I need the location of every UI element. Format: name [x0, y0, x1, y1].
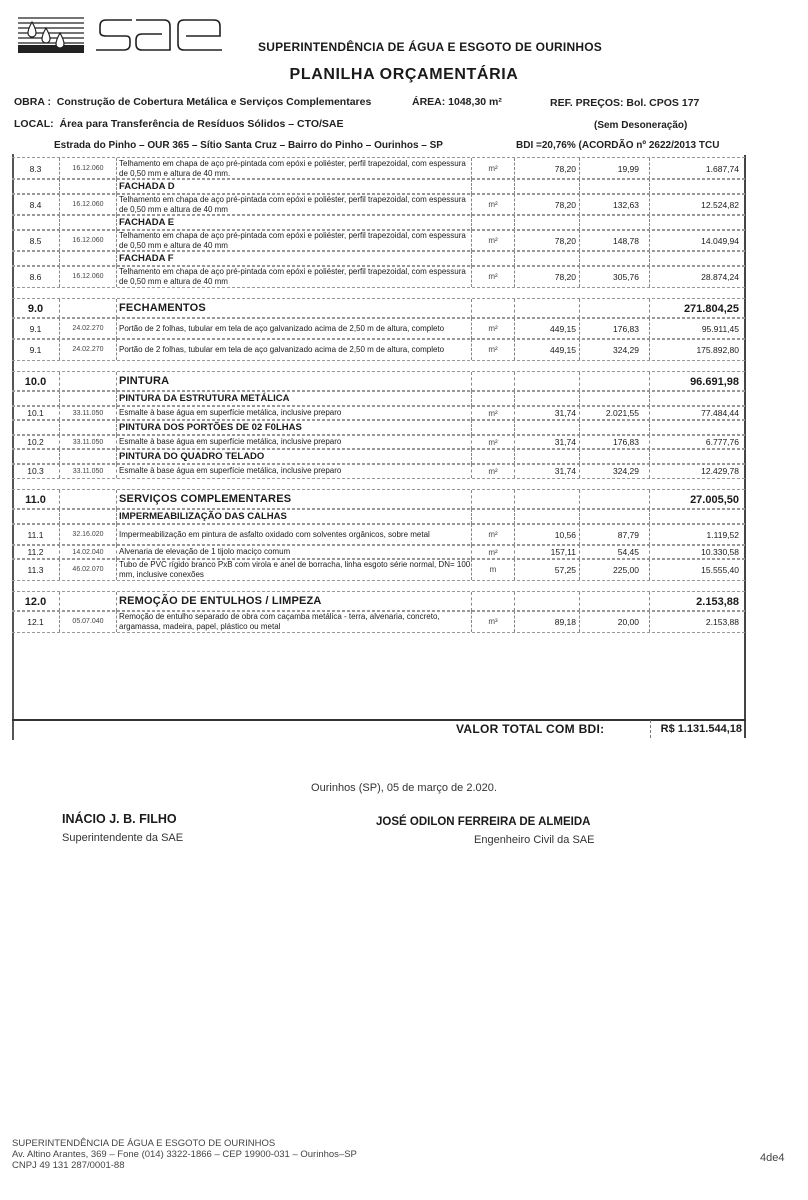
- item-unit-price: 305,76: [580, 266, 650, 287]
- item-description: PINTURA DOS PORTÕES DE 02 F0LHAS: [117, 420, 472, 435]
- item-number: [12, 179, 60, 194]
- item-quantity: 78,20: [515, 266, 580, 287]
- item-code: 16.12.060: [60, 158, 117, 179]
- item-quantity: 449,15: [515, 318, 580, 339]
- item-code: 33.11.050: [60, 435, 117, 449]
- page-title: PLANILHA ORÇAMENTÁRIA: [289, 66, 519, 83]
- item-total: 1.687,74: [705, 163, 739, 174]
- item-quantity: [515, 509, 580, 524]
- item-number: 10.3: [12, 464, 60, 478]
- item-description: Impermeabilização em pintura de asfalto oxidado com solventes orgânicos, sobre metal: [117, 524, 472, 545]
- item-description: Esmalte à base água em superfície metálica, inclusive preparo: [117, 435, 472, 449]
- item-number: 8.4: [12, 194, 60, 215]
- item-code: [60, 179, 117, 194]
- item-unit-price: [580, 509, 650, 524]
- item-unit-price: 225,00: [580, 559, 650, 580]
- total-value: R$ 1.131.544,18: [660, 723, 742, 735]
- obra-value: Construção de Cobertura Metálica e Serviços Complementares: [56, 96, 372, 108]
- item-unit: [472, 509, 515, 524]
- total-divider: [12, 719, 746, 721]
- item-unit: m²: [472, 545, 515, 559]
- item-total: [650, 420, 745, 435]
- item-quantity: 157,11: [515, 545, 580, 559]
- item-description: PINTURA DO QUADRO TELADO: [117, 449, 472, 464]
- item-quantity: 31,74: [515, 464, 580, 478]
- item-unit: [472, 420, 515, 435]
- item-unit-price: 87,79: [580, 524, 650, 545]
- item-unit: m²: [472, 158, 515, 179]
- item-unit: [472, 179, 515, 194]
- estrada-address: Estrada do Pinho – OUR 365 – Sítio Santa Cruz – Bairro do Pinho – Ourinhos – SP: [54, 140, 443, 151]
- item-unit: [472, 251, 515, 266]
- table-row: [12, 338, 745, 361]
- item-code: 05.07.040: [60, 611, 117, 632]
- item-unit: m²: [472, 464, 515, 478]
- obra-label: OBRA :: [14, 96, 51, 108]
- item-quantity: 78,20: [515, 230, 580, 251]
- item-quantity: 78,20: [515, 194, 580, 215]
- item-number: 8.6: [12, 266, 60, 287]
- item-code: [60, 299, 117, 318]
- item-unit-price: 2.021,55: [580, 406, 650, 420]
- item-total: 15.555,40: [701, 564, 739, 575]
- item-number: [12, 509, 60, 524]
- total-label: VALOR TOTAL COM BDI:: [456, 722, 605, 736]
- item-code: 24.02.270: [60, 318, 117, 339]
- item-total: [650, 449, 745, 464]
- table-row: [12, 523, 745, 546]
- item-quantity: [515, 490, 580, 509]
- local-value: Área para Transferência de Resíduos Sólidos – CTO/SAE: [59, 118, 344, 130]
- item-unit-price: [580, 251, 650, 266]
- item-quantity: [515, 179, 580, 194]
- item-quantity: [515, 215, 580, 230]
- item-unit-price: [580, 420, 650, 435]
- item-number: [12, 391, 60, 406]
- item-quantity: 31,74: [515, 435, 580, 449]
- item-unit-price: [580, 592, 650, 611]
- item-total: 2.153,88: [705, 616, 739, 627]
- item-number: 11.0: [12, 490, 60, 509]
- item-description: FACHADA F: [117, 251, 472, 266]
- item-number: 12.0: [12, 592, 60, 611]
- desoneracao-note: (Sem Desoneração): [594, 120, 688, 131]
- item-number: 11.1: [12, 524, 60, 545]
- item-code: [60, 251, 117, 266]
- item-code: [60, 215, 117, 230]
- item-unit: m²: [472, 339, 515, 360]
- item-code: 32.16.020: [60, 524, 117, 545]
- item-unit: [472, 299, 515, 318]
- item-total: 28.874,24: [701, 271, 739, 282]
- item-unit-price: 132,63: [580, 194, 650, 215]
- item-quantity: 89,18: [515, 611, 580, 632]
- item-description: Remoção de entulho separado de obra com caçamba metálica - terra, alvenaria, concreto, argamassa, madeira, papel, plástico ou metal: [117, 611, 472, 632]
- table-row: [12, 610, 745, 633]
- item-number: 12.1: [12, 611, 60, 632]
- item-unit: [472, 490, 515, 509]
- table-row: [12, 265, 745, 288]
- footer-cnpj: CNPJ 49 131 287/0001-88: [12, 1160, 125, 1171]
- local-line: [14, 118, 344, 130]
- item-unit-price: [580, 391, 650, 406]
- table-row: [12, 193, 745, 216]
- item-unit: m³: [472, 611, 515, 632]
- obra-line: [14, 96, 371, 108]
- footer-contact: Av. Altino Arantes, 369 – Fone (014) 3322-1866 – CEP 19900-031 – Ourinhos–SP: [12, 1149, 357, 1160]
- item-description: SERVIÇOS COMPLEMENTARES: [117, 490, 472, 509]
- item-code: 46.02.070: [60, 559, 117, 580]
- item-code: [60, 420, 117, 435]
- item-total: 10.330,58: [701, 547, 739, 557]
- section-heading-row: [12, 591, 745, 612]
- item-total: 271.804,25: [683, 302, 739, 315]
- item-total: 12.524,82: [701, 199, 739, 210]
- item-quantity: [515, 420, 580, 435]
- item-total: 6.777,76: [705, 437, 739, 447]
- item-total: 27.005,50: [690, 493, 739, 506]
- item-number: 11.2: [12, 545, 60, 559]
- footer-address: [12, 1138, 357, 1171]
- item-unit: m²: [472, 406, 515, 420]
- item-code: [60, 391, 117, 406]
- item-total: [650, 179, 745, 194]
- ref-precos: REF. PREÇOS: Bol. CPOS 177: [550, 97, 700, 109]
- item-code: [60, 592, 117, 611]
- item-code: [60, 490, 117, 509]
- item-number: [12, 420, 60, 435]
- item-unit: [472, 372, 515, 391]
- bdi-note: BDI =20,76% (ACORDÃO nº 2622/2013 TCU: [516, 140, 720, 151]
- item-total: 95.911,45: [701, 323, 739, 334]
- item-total: 77.484,44: [701, 408, 739, 418]
- page-number: 4de4: [760, 1152, 785, 1164]
- item-unit-price: [580, 372, 650, 391]
- item-quantity: [515, 251, 580, 266]
- table-row: [12, 317, 745, 340]
- item-description: Telhamento em chapa de aço pré-pintada com epóxi e poliéster, perfil trapezoidal, com espessura de 0,50 mm e altura de 40 mm: [117, 194, 472, 215]
- item-unit-price: 54,45: [580, 545, 650, 559]
- item-code: 16.12.060: [60, 266, 117, 287]
- item-unit-price: 176,83: [580, 435, 650, 449]
- footer-org: SUPERINTENDÊNCIA DE ÁGUA E ESGOTO DE OURINHOS: [12, 1138, 276, 1149]
- item-description: Telhamento em chapa de aço pré-pintada com epóxi e poliéster, perfil trapezoidal, com espessura de 0,50 mm e altura de 40 mm: [117, 230, 472, 251]
- item-number: 9.1: [12, 339, 60, 360]
- item-unit: m²: [472, 230, 515, 251]
- item-quantity: 31,74: [515, 406, 580, 420]
- item-description: Tubo de PVC rígido branco PxB com virola e anel de borracha, linha esgoto série normal, DN= 100 mm, inclusive conexões: [119, 560, 471, 579]
- item-unit: [472, 592, 515, 611]
- item-quantity: [515, 372, 580, 391]
- item-quantity: 78,20: [515, 158, 580, 179]
- item-total: [650, 391, 745, 406]
- item-unit-price: [580, 299, 650, 318]
- item-number: 10.2: [12, 435, 60, 449]
- item-number: [12, 251, 60, 266]
- item-unit: m²: [472, 435, 515, 449]
- item-code: 14.02.040: [60, 545, 117, 559]
- item-description: Esmalte à base água em superfície metálica, inclusive preparo: [117, 464, 472, 478]
- item-code: 33.11.050: [60, 464, 117, 478]
- local-label: LOCAL:: [14, 118, 54, 130]
- item-code: [60, 372, 117, 391]
- item-description: Telhamento em chapa de aço pré-pintada com epóxi e poliéster, perfil trapezoidal, com espessura de 0,50 mm e altura de 40 mm.: [117, 158, 472, 179]
- item-quantity: 10,56: [515, 524, 580, 545]
- table-row: [12, 229, 745, 252]
- item-unit: m²: [472, 194, 515, 215]
- item-description: REMOÇÃO DE ENTULHOS / LIMPEZA: [117, 592, 472, 611]
- item-unit-price: [580, 215, 650, 230]
- sae-logo: [14, 14, 226, 56]
- item-unit: [472, 449, 515, 464]
- item-quantity: [515, 391, 580, 406]
- item-description: FACHADA D: [117, 179, 472, 194]
- signature-name: JOSÉ ODILON FERREIRA DE ALMEIDA: [376, 816, 591, 828]
- item-unit: [472, 391, 515, 406]
- item-quantity: [515, 299, 580, 318]
- item-total: 12.429,78: [701, 466, 739, 476]
- item-description: Portão de 2 folhas, tubular em tela de aço galvanizado acima de 2,50 m de altura, completo: [117, 318, 472, 339]
- signature-name: INÁCIO J. B. FILHO: [62, 812, 177, 826]
- item-number: 10.0: [12, 372, 60, 391]
- item-description: FECHAMENTOS: [117, 299, 472, 318]
- item-quantity: [515, 592, 580, 611]
- item-total: 96.691,98: [690, 375, 739, 388]
- item-description: Telhamento em chapa de aço pré-pintada com epóxi e poliéster, perfil trapezoidal, com espessura de 0,50 mm e altura de 40 mm: [117, 266, 472, 287]
- item-quantity: 57,25: [515, 559, 580, 580]
- item-unit: m: [472, 559, 515, 580]
- item-total: [650, 509, 745, 524]
- table-row: [12, 463, 745, 479]
- table-row: [12, 157, 745, 180]
- item-unit-price: 324,29: [580, 339, 650, 360]
- item-total: 1.119,52: [706, 529, 739, 540]
- item-total: 175.892,80: [696, 344, 739, 355]
- item-description: FACHADA E: [117, 215, 472, 230]
- item-unit-price: [580, 490, 650, 509]
- item-unit: m²: [472, 266, 515, 287]
- item-description: PINTURA DA ESTRUTURA METÁLICA: [117, 391, 472, 406]
- item-number: 8.5: [12, 230, 60, 251]
- item-total: [650, 251, 745, 266]
- area-value: ÁREA: 1048,30 m²: [412, 96, 502, 108]
- section-heading-row: [12, 298, 745, 319]
- item-number: 9.1: [12, 318, 60, 339]
- item-number: [12, 449, 60, 464]
- item-unit-price: 19,99: [580, 158, 650, 179]
- item-unit-price: 148,78: [580, 230, 650, 251]
- signature-role: Engenheiro Civil da SAE: [474, 834, 595, 846]
- item-code: [60, 449, 117, 464]
- item-number: 9.0: [12, 299, 60, 318]
- item-unit-price: [580, 449, 650, 464]
- item-number: 11.3: [12, 559, 60, 580]
- item-description: Alvenaria de elevação de 1 tijolo maciço comum: [117, 545, 472, 559]
- item-description: Portão de 2 folhas, tubular em tela de aço galvanizado acima de 2,50 m de altura, completo: [117, 339, 472, 360]
- item-number: 10.1: [12, 406, 60, 420]
- item-quantity: 449,15: [515, 339, 580, 360]
- item-code: [60, 509, 117, 524]
- item-code: 24.02.270: [60, 339, 117, 360]
- table-row: [12, 558, 745, 581]
- item-quantity: [515, 449, 580, 464]
- item-total: [650, 215, 745, 230]
- item-unit-price: 176,83: [580, 318, 650, 339]
- item-unit-price: [580, 179, 650, 194]
- signature-role: Superintendente da SAE: [62, 832, 184, 844]
- item-description: PINTURA: [117, 372, 472, 391]
- date-line: Ourinhos (SP), 05 de março de 2.020.: [311, 782, 497, 794]
- item-number: 8.3: [12, 158, 60, 179]
- item-unit: [472, 215, 515, 230]
- section-heading-row: [12, 489, 745, 510]
- item-unit: m²: [472, 318, 515, 339]
- item-unit-price: 324,29: [580, 464, 650, 478]
- item-unit-price: 20,00: [580, 611, 650, 632]
- item-code: 33.11.050: [60, 406, 117, 420]
- item-total: 14.049,94: [701, 235, 739, 246]
- item-code: 16.12.060: [60, 194, 117, 215]
- item-total: 2.153,88: [696, 595, 739, 608]
- item-unit: m²: [472, 524, 515, 545]
- item-description: Esmalte à base água em superfície metálica, inclusive preparo: [117, 406, 472, 420]
- section-heading-row: [12, 371, 745, 392]
- org-name: SUPERINTENDÊNCIA DE ÁGUA E ESGOTO DE OURINHOS: [258, 40, 602, 54]
- item-number: [12, 215, 60, 230]
- item-code: 16.12.060: [60, 230, 117, 251]
- item-description: IMPERMEABILIZAÇÃO DAS CALHAS: [117, 509, 472, 524]
